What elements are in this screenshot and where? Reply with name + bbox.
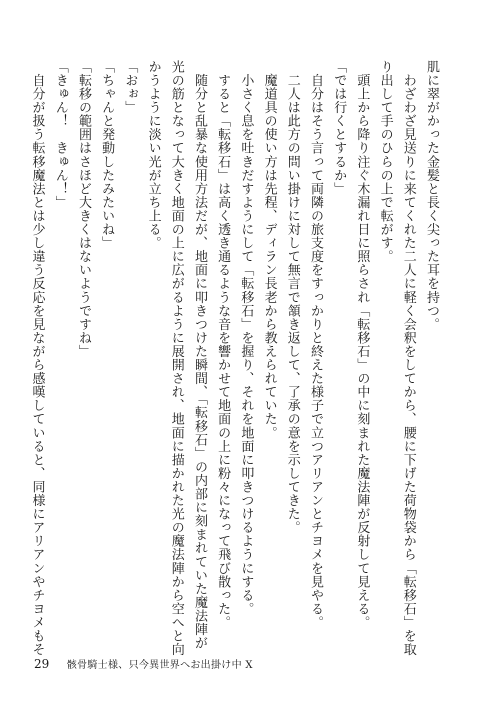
- text-line: 随分と乱暴な使用方法だが、地面に叩きつけた瞬間、「転移石」の内部に刻まれていた魔法陣が: [191, 60, 207, 650]
- text-line: り出して手のひらの上で転がす。: [377, 60, 393, 264]
- vertical-text-body: [29, 60, 443, 657]
- text-line: 肌に翠がかった金髪と長く尖った耳を持つ。: [424, 60, 439, 331]
- text-line: 小さく息を吐きだすようにして「転移石」を握り、それを地面に叩きつけるようにする。: [238, 60, 254, 616]
- text-line: 「では行くとするか」: [331, 60, 347, 196]
- text-line: 魔道具の使い方は先程、ディラン長老から教えられていた。: [261, 60, 277, 440]
- book-title: 骸骨騎士様、只今異世界へお出掛け中 Ⅹ: [66, 660, 253, 671]
- page-number: 29: [34, 657, 50, 671]
- text-line: かうように淡い光が立ち上る。: [145, 60, 161, 250]
- text-line: 自分はそう言って両隣の旅支度をすっかりと終えた様子で立つアリアンとチヨメを見やる。: [307, 60, 323, 630]
- text-line: 光の筋となって大きく地面の上に広がるように展開され、地面に描かれた光の魔法陣から空へと向: [168, 60, 184, 657]
- text-line: 「ちゃんと発動したみたいね」: [99, 60, 115, 250]
- text-line: 頭上から降り注ぐ木漏れ日に照らされ「転移石」の中に刻まれた魔法陣が反射して見える。: [354, 60, 370, 630]
- text-line: わざわざ見送りに来てくれた二人に軽く会釈をしてから、腰に下げた荷物袋から「転移石」を取: [400, 60, 416, 657]
- text-line: 「おぉ」: [122, 60, 138, 115]
- page-footer: [34, 656, 253, 671]
- text-line: すると「転移石」は高く透き通るような音を響かせて地面の上に粉々になって飛び散った。: [215, 60, 231, 630]
- text-line: 「転移の範囲はさほど大きくはないようですね」: [75, 60, 91, 359]
- text-line: 「きゅん！ きゅん！」: [52, 60, 68, 210]
- text-line: 二人は此方の問い掛けに対して無言で頷き返して、了承の意を示してきた。: [284, 60, 300, 535]
- text-line: 自分が扱う転移魔法とは少し違う反応を見ながら感嘆していると、同様にアリアンやチヨメもそ: [29, 60, 45, 657]
